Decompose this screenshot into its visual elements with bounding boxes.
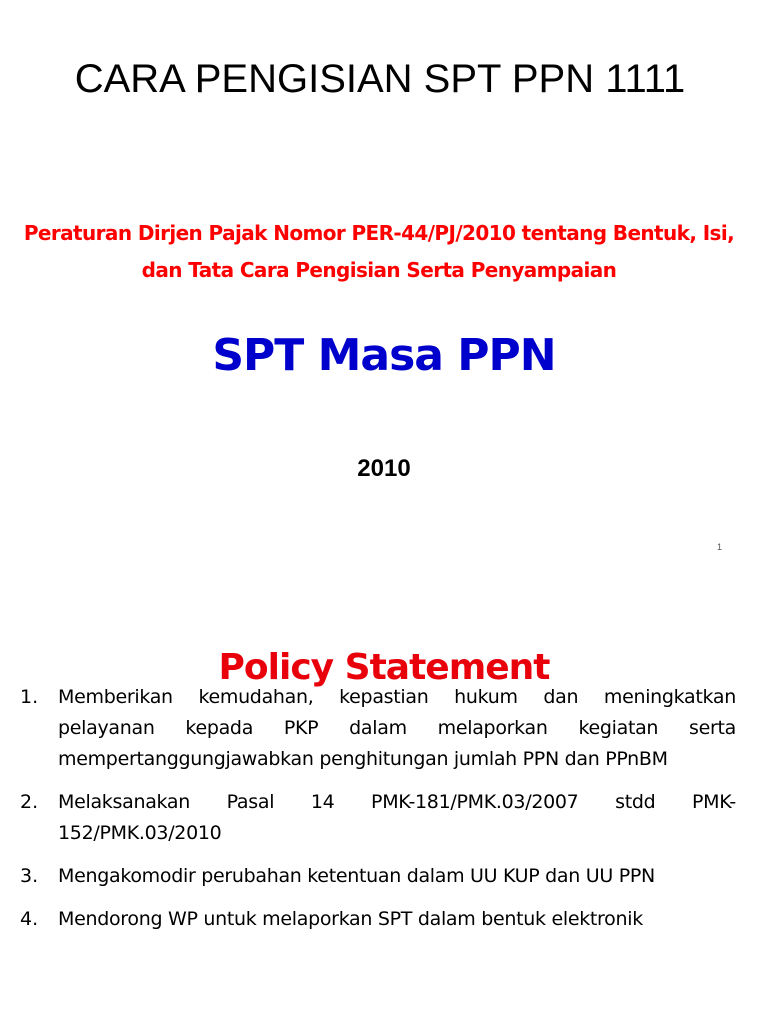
list-item bbox=[20, 682, 736, 775]
slide-divider bbox=[0, 578, 768, 579]
list-number: 2. bbox=[20, 791, 39, 813]
regulation-subtitle: Peraturan Dirjen Pajak Nomor PER-44/PJ/2010 tentang Bentuk, Isi, dan Tata Cara Pengisian Serta Penyampaian bbox=[23, 221, 735, 282]
list-number: 4. bbox=[20, 908, 39, 930]
list-item bbox=[20, 861, 736, 892]
list-number: 3. bbox=[20, 865, 39, 887]
page-number: 1 bbox=[716, 542, 722, 552]
list-text: Melaksanakan Pasal 14 PMK-181/PMK.03/2007 stdd PMK-152/PMK.03/2010 bbox=[58, 791, 736, 844]
policy-title: Policy Statement bbox=[218, 646, 550, 688]
list-text: Mengakomodir perubahan ketentuan dalam UU KUP dan UU PPN bbox=[58, 865, 655, 887]
list-number: 1. bbox=[20, 686, 39, 708]
list-item bbox=[20, 787, 736, 849]
slide-title: CARA PENGISIAN SPT PPN 1111 bbox=[74, 57, 686, 101]
policy-list bbox=[20, 682, 736, 947]
list-text: Memberikan kemudahan, kepastian hukum dan meningkatkan pelayanan kepada PKP dalam melaporkan kegiatan serta mempertanggungjawabkan penghitungan jumlah PPN dan PPnBM bbox=[58, 686, 736, 770]
spt-heading: SPT Masa PPN bbox=[212, 330, 556, 381]
list-text: Mendorong WP untuk melaporkan SPT dalam bentuk elektronik bbox=[58, 908, 643, 930]
year-label: 2010 bbox=[357, 455, 411, 482]
list-item bbox=[20, 904, 736, 935]
